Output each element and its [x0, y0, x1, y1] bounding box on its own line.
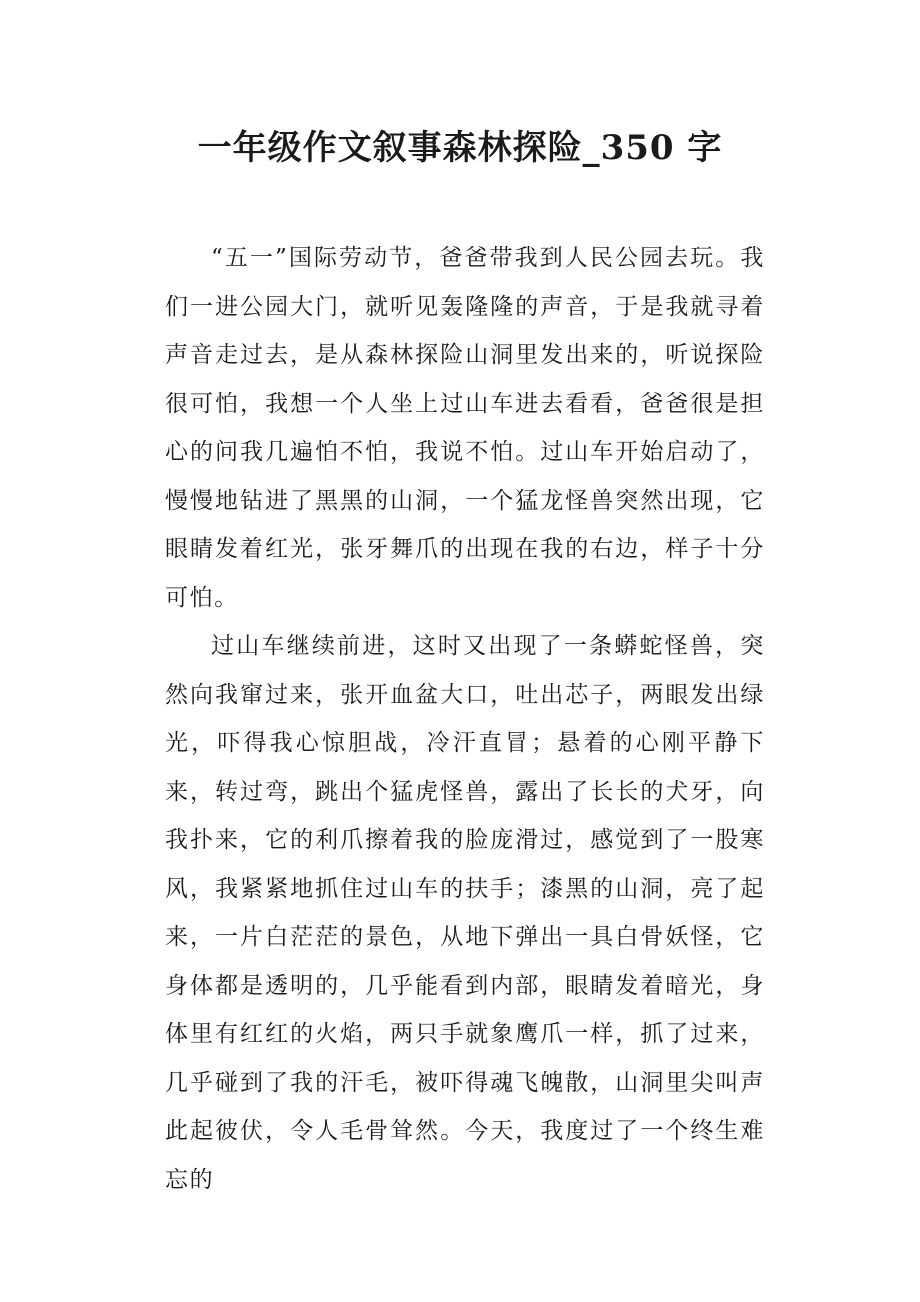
paragraph-2: 过山车继续前进，这时又出现了一条蟒蛇怪兽，突然向我窜过来，张开血盆大口，吐出芯子，两眼发出绿光，吓得我心惊胆战，冷汗直冒；悬着的心刚平静下来，转过弯，跳出个猛虎怪兽，露出了长长的犬牙，向我扑来，它的利爪擦着我的脸庞滑过，感觉到了一股寒风，我紧紧地抓住过山车的扶手；漆黑的山洞，亮了起来，一片白茫茫的景色，从地下弹出一具白骨妖怪，它身体都是透明的，几乎能看到内部，眼睛发着暗光，身体里有红红的火焰，两只手就象鹰爪一样，抓了过来，几乎碰到了我的汗毛，被吓得魂飞魄散，山洞里尖叫声此起彼伏，令人毛骨耸然。今天，我度过了一个终生难忘的 — [165, 633, 765, 1193]
document-title: 一年级作文叙事森林探险_350 字 — [197, 128, 723, 168]
paragraph-1: “五一”国际劳动节，爸爸带我到人民公园去玩。我们一进公园大门，就听见轰隆隆的声音，于是我就寻着声音走过去，是从森林探险山洞里发出来的，听说探险很可怕，我想一个人坐上过山车进去看看，爸爸很是担心的问我几遍怕不怕，我说不怕。过山车开始启动了，慢慢地钻进了黑黑的山洞，一个猛龙怪兽突然出现，它眼睛发着红光，张牙舞爪的出现在我的右边，样子十分可怕。 — [165, 245, 765, 611]
document-body — [165, 234, 765, 1204]
